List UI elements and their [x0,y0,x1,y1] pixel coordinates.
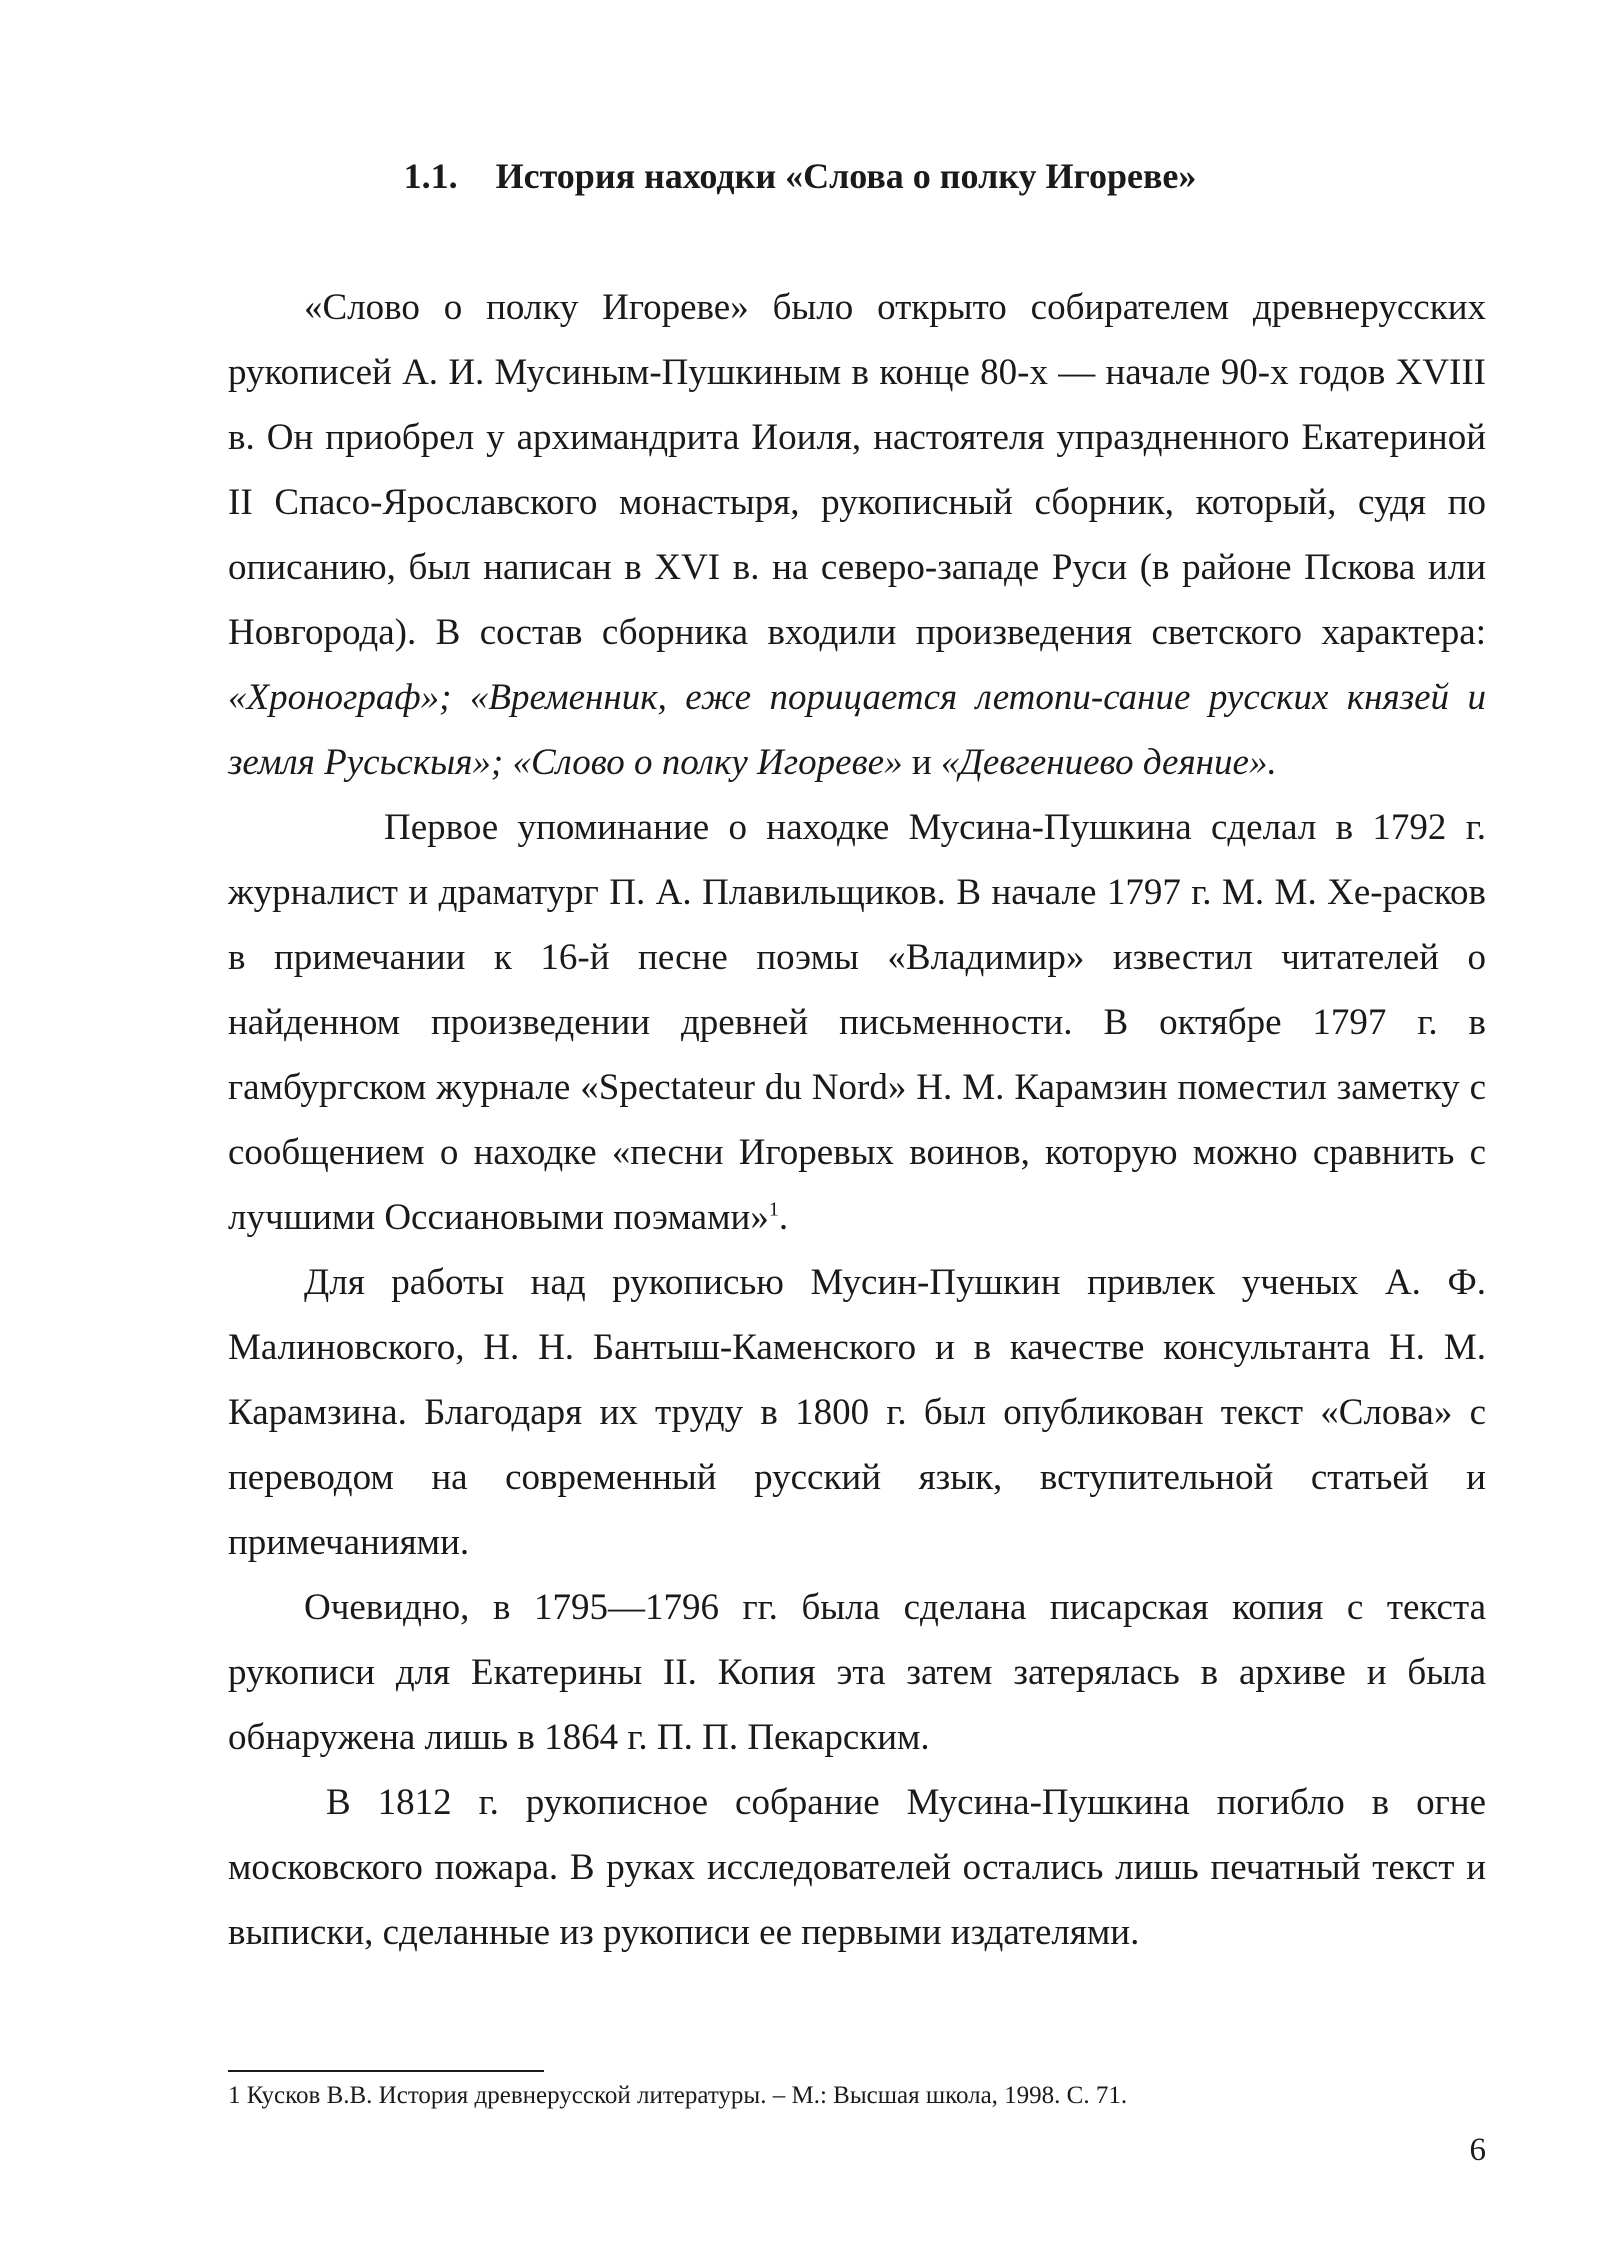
paragraph-1-italic-title-end: «Девгениево деяние». [940,742,1277,783]
footnote: 1 Кусков В.В. История древнерусской литературы. – М.: Высшая школа, 1998. С. 71. [228,2082,1128,2109]
footnote-separator [228,2070,544,2072]
page-number: 6 [1469,2132,1486,2168]
paragraph-4: Очевидно, в 1795—1796 гг. была сделана писарская копия с текста рукописи для Екатерины II. Копия эта затем затерялась в архиве и была обнаружена лишь в 1864 г. П. П. Пекарским. [228,1587,1486,1758]
paragraph-1-text: «Слово о полку Игореве» было открыто собирателем древнерусских рукописей А. И. Мусиным-Пушкиным в конце 80-х — начале 90-х годов XVIII в. Он приобрел у архимандрита Иоиля, настоятеля упраздненного Екатериной II Спасо-Ярославского монастыря, рукописный сборник, который, судя по описанию, был написан в XVI в. на северо-западе Руси (в районе Пскова или Новгорода). В состав сборника входили произведения светского характера: [228,287,1486,653]
body-text [228,275,1486,1965]
paragraph-2-end: . [778,1197,789,1238]
paragraph-1-italic-titles: «Хронограф»; «Временник, еже порицается летопи-сание русских князей и земля Русьскыя»; «Слово о полку Игореве» [228,677,1486,783]
section-heading [0,150,1600,202]
section-title: История находки «Слова о полку Игореве» [495,156,1197,196]
paragraph-3: Для работы над рукописью Мусин-Пушкин привлек ученых А. Ф. Малиновского, Н. Н. Бантыш-Каменского и в качестве консультанта Н. М. Карамзина. Благодаря их труду в 1800 г. был опубликован текст «Слова» с переводом на современный русский язык, вступительной статьей и примечаниями. [228,1262,1486,1563]
paragraph-1 [228,275,1486,795]
paragraph-2-text: Первое упоминание о находке Мусина-Пушкина сделал в 1792 г. журналист и драматург П. А. Плавильщиков. В начале 1797 г. М. М. Хе-расков в примечании к 16-й песне поэмы «Владимир» известил читателей о найденном произведении древней письменности. В октябре 1797 г. в гамбургском журнале «Spectateur du Nord» Н. М. Карамзин поместил заметку с сообщением о находке «песни Игоревых воинов, которую можно сравнить с лучшими Оссиановыми поэмами» [228,807,1486,1238]
paragraph-2 [228,795,1486,1250]
footnote-reference[interactable]: 1 [768,1198,779,1221]
paragraph-1-conjunction: и [902,742,941,783]
section-number: 1.1. [403,156,458,196]
paragraph-5: В 1812 г. рукописное собрание Мусина-Пушкина погибло в огне московского пожара. В руках исследователей остались лишь печатный текст и выписки, сделанные из рукописи ее первыми издателями. [228,1782,1486,1953]
